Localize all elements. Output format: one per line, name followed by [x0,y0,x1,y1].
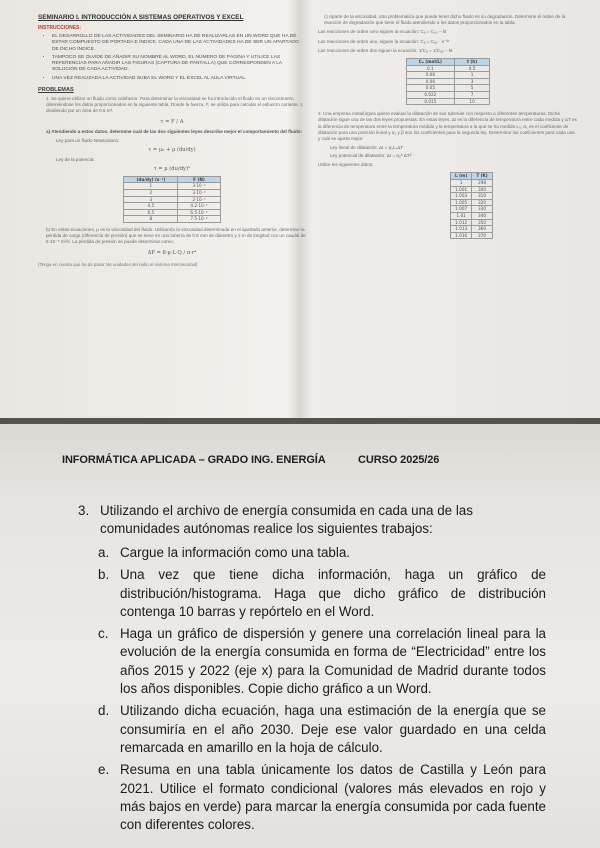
viscosity-data-table [123,176,220,223]
table-row [451,199,493,206]
task-letter: e. [98,762,110,778]
table-cell: 7.5·10⁻³ [178,216,220,223]
table-cell: 3·10⁻³ [178,190,220,197]
table-cell: 7 [454,91,489,98]
table-cell: 2·10⁻³ [178,196,220,203]
task-item-e [98,761,546,834]
table-header: L (m) [451,173,472,180]
table-row [451,219,493,226]
task-letter: d. [98,703,110,719]
table-row [124,203,220,210]
table-cell: 5 [454,85,489,92]
table-cell: 6.5 [124,209,178,216]
table-cell: 6.5·10⁻³ [178,209,220,216]
table-row [451,226,493,233]
table-cell: 330 [472,206,492,213]
table-cell: 4.2·10⁻³ [178,203,220,210]
table-cell: 0.022 [406,91,454,98]
table-cell: 1.012 [451,219,472,226]
task-list [98,544,546,838]
table-cell: 3·10⁻³ [178,183,220,190]
task-letter: c. [98,626,109,642]
table-cell: 3 [454,78,489,85]
course-year: CURSO 2025/26 [358,454,440,466]
problem-2-text: 2. Una empresa metalúrgica quiere evaluar la dilatación de sus tuberías con respecto a diferentes temperaturas. Dicha dilatación sigue una de las dos leyes propuestas. En estas leyes, ΔI es la diferencia de temperatura entre cada medida y ΔT es la diferencia de temperatura entre la temperatura medida y la temperatura a la que se ha medido L₀, α₁ es el coeficiente de dilatación para una posición lineal y α₂ y β son los coeficientes para la segunda ley. Determinar los coeficientes para cada una y cuál se ajusta mejor. [318,111,577,141]
table-cell: 1.005 [451,199,472,206]
question-text: Utilizando el archivo de energía consumida en cada una de las comunidades autónomas realice los siguientes trabajos: [100,503,473,536]
table-header: t (h) [454,59,489,66]
law-linear-dilation: Ley lineal de dilatación: ΔI = α₁L₀ΔT [330,145,404,151]
table-cell: 0.015 [406,98,454,105]
table-cell: 1 [124,183,178,190]
table-header: Cₐ (mol/L) [406,59,454,66]
table-row [406,78,489,85]
formula-power-law: τ = μ (du/dy)ⁿ [153,165,191,172]
table-cell: 1.013 [451,226,472,233]
table-cell: 0.5 [454,65,489,72]
table-cell: 350 [472,219,492,226]
table-row [124,196,220,203]
table-cell: 4.5 [124,203,178,210]
table-cell: 360 [472,226,492,233]
seminar-title: SEMINARIO I. INTRODUCCIÓN A SISTEMAS OPERATIVOS Y EXCEL [38,14,244,21]
table-cell: 8 [124,216,178,223]
formula-pressure-drop: ΔP = 8·μ·L·Q / π·r⁴ [147,249,197,256]
order-one-text: Las reacciones de orden uno, siguen la ecuación: Cₐ = Cₐ₀ · e⁻ᵏᵗ [318,38,450,44]
footnote: (Tenga en cuenta que ha de pasar las unidades del radio al sistema internacional) [38,261,198,267]
table-cell: 2 [124,190,178,197]
top-photo-document-spread [0,0,600,418]
task-text: Haga un gráfico de dispersión y genere una correlación lineal para la evolución de la energía consumida en forma de “Electricidad” entre los años 2015 y 2022 (eje x) para la Comunidad de Madrid durante todos los años disponibles. Copie dicho gráfico a un Word. [120,626,546,697]
instructions-heading: INSTRUCCIONES: [38,25,82,31]
instruction-item: • UNA VEZ REALIZADA LA ACTIVIDAD SUBA EL WORD Y EL EXCEL AL AULA VIRTUAL. [52,76,306,82]
table-cell: 320 [472,199,492,206]
table-row [406,65,489,72]
law-power-label: Ley de la potencia: [56,156,95,162]
table-row [451,212,493,219]
table-cell: 370 [472,232,492,239]
problem-1-text: 1. Se quiere utilizar un fluido como calefactor. Para determinar la viscosidad se ha introducido el fluido en un viscosímetro obteniéndose los datos proporcionados en la siguiente tabla. Donde la fuerza, F, se utiliza para calcular el esfuerzo cortante, τ, dividiendo por un área de 0.5 m². [46,96,304,114]
sheet-header [62,454,582,466]
task-text: Una vez que tiene dicha información, haga un gráfico de distribución/histograma. Haga que dicho gráfico de distribución contenga 10 barras y repórtelo en el Word. [120,567,546,619]
table-row [451,186,493,193]
table-header: F (N) [178,176,220,183]
table-cell: 1.003 [451,193,472,200]
formula-newtonian: τ = μ₀ + μ (du/dy) [148,146,196,153]
table-row [451,179,493,186]
dilation-data-table [450,172,493,239]
part-b-text: b) En estas ecuaciones, μ es la viscosidad del fluido. Utilizando la viscosidad determinada en el apartado anterior, determine la pérdida de carga (diferencia de presión) que se tiene en una tubería de 0.5 mm de diámetro y 2 m de longitud con un caudal de 5·10⁻⁵ m³/s. La pérdida de presión se puede determinar como: [46,227,306,245]
table-row [124,216,220,223]
table-row [406,98,489,105]
table-cell: 1.007 [451,206,472,213]
table-row [406,91,489,98]
table-cell: 3 [124,196,178,203]
task-text: Utilizando dicha ecuación, haga una estimación de la energía que se consumiría en el año 2030. Deje ese valor guardado en una celda remarcada en amarillo en la hoja de cálculo. [120,703,546,755]
instruction-item: • TAMPOCO SE OLVIDE DE AÑADIR SU NOMBRE AL WORD, EL NÚMERO DE PÁGINA Y UTILICE LAS REFERENCIAS PARA AÑADIR LAS FIGURAS (CAPTURA DE PANTALLA) QUE CORRESPONDEN A LA SOLUCIÓN DE CADA ACTIVIDAD. [52,55,306,74]
table-header: (du/dy) (s⁻¹) [124,176,178,183]
order-zero-text: Las reacciones de orden cero siguen la ecuación: Cₐ = Cₐ₀ − kt [318,29,447,35]
table-row [451,206,493,213]
instructions-list [38,34,306,82]
law-newtonian-label: Ley para un fluido Newtoniano: [56,137,120,143]
table-cell: 0.06 [406,78,454,85]
instruction-item: • EL DESARROLLO DE LAS ACTIVIDADES DEL SEMINARIO HA DE REALIZARLAS EN UN WORD QUE HA DE ESTAR COMPUESTO DE PORTADA E ÍNDICE. CADA UNA DE LAS ACTIVIDADES HA DE SER UN APARTADO DE DICHO ÍNDICE. [52,34,306,53]
task-letter: b. [98,567,110,583]
task-item-a [98,544,546,562]
right-page [318,14,578,414]
task-text: Cargue la información como una tabla. [120,545,351,560]
table-row [124,183,220,190]
table-cell: 0.1 [406,65,454,72]
problems-heading: PROBLEMAS [38,87,74,94]
table-cell: 1 [451,179,472,186]
task-text: Resuma en una tabla únicamente los datos de Castilla y León para 2021. Utilice el formato condicional (valores más elevados en rojo y más bajos en verde) para marcar la energía consumida por cada fuente con diferentes colores. [120,762,546,833]
course-subject-title: INFORMÁTICA APLICADA – GRADO ING. ENERGÍA [62,454,326,466]
part-c-text: c) Aparte de la viscosidad, otra problemática que puede tener dicho fluido es su degradación. Determine el orden de la reacción de degradación que tiene el fluido atendiendo a los datos proporcionados en la tabla. [324,14,566,26]
task-item-b [98,566,546,621]
table-cell: 0.08 [406,72,454,79]
degradation-data-table [406,58,490,105]
table-header: T (K) [472,173,492,180]
table-cell: 1.001 [451,186,472,193]
table-cell: 340 [472,212,492,219]
table-cell: 1.016 [451,232,472,239]
table-cell: 1.01 [451,212,472,219]
table-cell: 310 [472,193,492,200]
question-number: 3. [78,503,90,518]
formula-shear-stress: τ = F / A [160,118,184,125]
table-cell: 10 [454,98,489,105]
bottom-photo-assignment-sheet [0,424,600,848]
table-row [406,72,489,79]
task-letter: a. [98,545,110,560]
table-cell: 1 [454,72,489,79]
order-two-text: Las reacciones de orden dos siguen la ecuación: 1/Cₐ = 1/Cₐ₀ − kt [318,47,453,53]
table-row [451,193,493,200]
task-item-c [98,625,546,698]
question-3 [78,502,556,538]
task-item-d [98,702,546,757]
table-row [406,85,489,92]
table-row [124,190,220,197]
table-cell: 0.05 [406,85,454,92]
table-cell: 298 [472,179,492,186]
table-row [451,232,493,239]
part-a-text: a) Atendiendo a estos datos, determine cuál de las dos siguientes leyes describe mejor el comportamiento del fluido: [46,128,303,134]
law-potential-dilation: Ley potencial de dilatación: ΔI = α₂ᵇ ΔTᵝ [330,153,412,159]
left-page [38,14,306,414]
table-row [124,209,220,216]
use-data-label: Utilice los siguientes datos: [318,162,374,168]
table-cell: 300 [472,186,492,193]
